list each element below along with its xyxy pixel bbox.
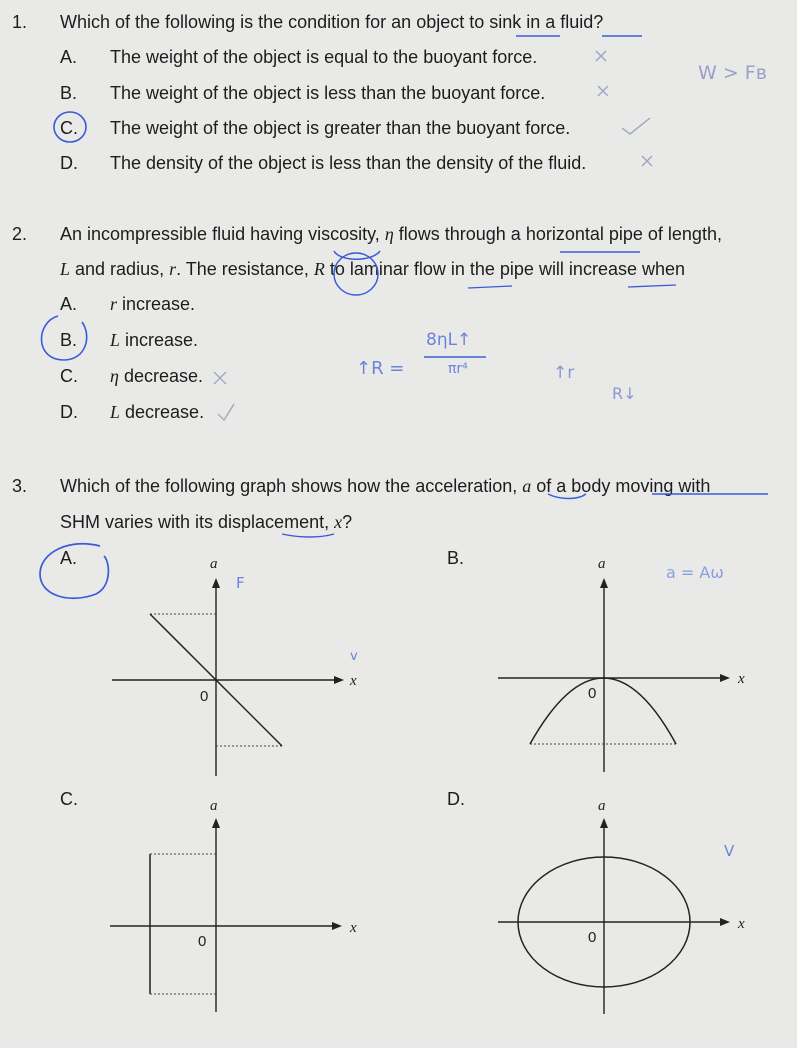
q2-option-a-letter[interactable]: A. — [60, 294, 78, 314]
q2-option-d-text: L decrease. — [110, 402, 205, 422]
graph-a-origin-label: 0 — [200, 688, 209, 705]
q2-note-numerator: 8ηL↑ — [426, 330, 472, 350]
graph-a-x-label: x — [350, 673, 357, 689]
q1-option-c-text: The weight of the object is greater than the buoyant force. — [110, 118, 571, 138]
q1-check-c — [622, 118, 650, 134]
graph-a-note-v: v — [350, 649, 358, 664]
q2-number: 2. — [12, 224, 28, 244]
q2-option-b-letter[interactable]: B. — [60, 330, 78, 350]
q2-option-d-letter[interactable]: D. — [60, 402, 78, 422]
q2-stem-line2: L and radius, r. The resistance, R to laminar flow in the pipe will increase when — [60, 259, 686, 279]
q2-check-d — [218, 404, 234, 420]
q2-underline-increase — [628, 285, 676, 287]
graph-a-note-f: F — [236, 574, 245, 592]
q2-option-b-text: L increase. — [110, 330, 199, 350]
graph-d-y-label: a — [598, 798, 606, 814]
q1-option-b-letter[interactable]: B. — [60, 83, 78, 103]
graph-b-note-formula: a = Aω — [666, 563, 724, 582]
graph-d-origin-label: 0 — [588, 929, 597, 946]
q2-stem-line1: An incompressible fluid having viscosity, η flows through a horizontal pipe of length, — [60, 224, 722, 244]
q1-option-c-letter[interactable]: C. — [60, 118, 78, 138]
graph-d-note-v: V — [724, 842, 735, 860]
q1-option-b-text: The weight of the object is less than the buoyant force. — [110, 83, 546, 103]
q1-cross-a — [596, 51, 606, 61]
q1-option-d-text: The density of the object is less than the density of the fluid. — [110, 153, 587, 173]
q1-option-d-letter[interactable]: D. — [60, 153, 78, 173]
graph-c-x-label: x — [350, 920, 357, 936]
graph-b-y-label: a — [598, 556, 606, 572]
q3-stem-line2: SHM varies with its displacement, x? — [60, 512, 353, 532]
graph-a-y-label: a — [210, 556, 218, 572]
q3-option-b-letter[interactable]: B. — [447, 548, 465, 568]
q2-note-r-down: R↓ — [612, 384, 637, 403]
q1-handwritten-note: W > Fʙ — [698, 62, 767, 84]
q3-option-a-letter[interactable]: A. — [60, 548, 78, 568]
graph-c-origin-label: 0 — [198, 933, 207, 950]
q3-circle-a — [40, 544, 108, 599]
q3-underline-acceleration — [548, 494, 586, 499]
q2-underline-laminar — [468, 286, 512, 288]
q3-number: 3. — [12, 476, 28, 496]
q1-circle-c — [54, 112, 86, 142]
q2-note-up-r: ↑r — [553, 363, 575, 383]
q3-option-c-letter[interactable]: C. — [60, 789, 78, 809]
q2-option-a-text: r increase. — [110, 294, 196, 314]
q1-option-a-letter[interactable]: A. — [60, 47, 78, 67]
q1-stem: Which of the following is the condition for an object to sink in a fluid? — [60, 12, 604, 32]
q1-cross-b — [598, 86, 608, 96]
q2-option-c-letter[interactable]: C. — [60, 366, 78, 386]
graph-c-y-label: a — [210, 798, 218, 814]
q3-underline-displacement — [282, 534, 334, 537]
q3-stem-line1: Which of the following graph shows how the acceleration, a of a body moving with — [60, 476, 711, 496]
q1-number: 1. — [12, 12, 28, 32]
graph-b-x-label: x — [738, 671, 745, 687]
q2-circle-b — [41, 316, 86, 360]
graph-d-x-label: x — [738, 916, 745, 932]
q3-option-d-letter[interactable]: D. — [447, 789, 465, 809]
graph-b-origin-label: 0 — [588, 685, 597, 702]
q2-option-c-text: η decrease. — [110, 366, 203, 386]
q2-cross-c — [214, 372, 226, 384]
q1-option-a-text: The weight of the object is equal to the buoyant force. — [110, 47, 538, 67]
q1-cross-d — [642, 156, 652, 166]
q2-note-resistance: ↑R = — [356, 358, 405, 379]
q2-note-denominator: πr⁴ — [448, 361, 468, 377]
